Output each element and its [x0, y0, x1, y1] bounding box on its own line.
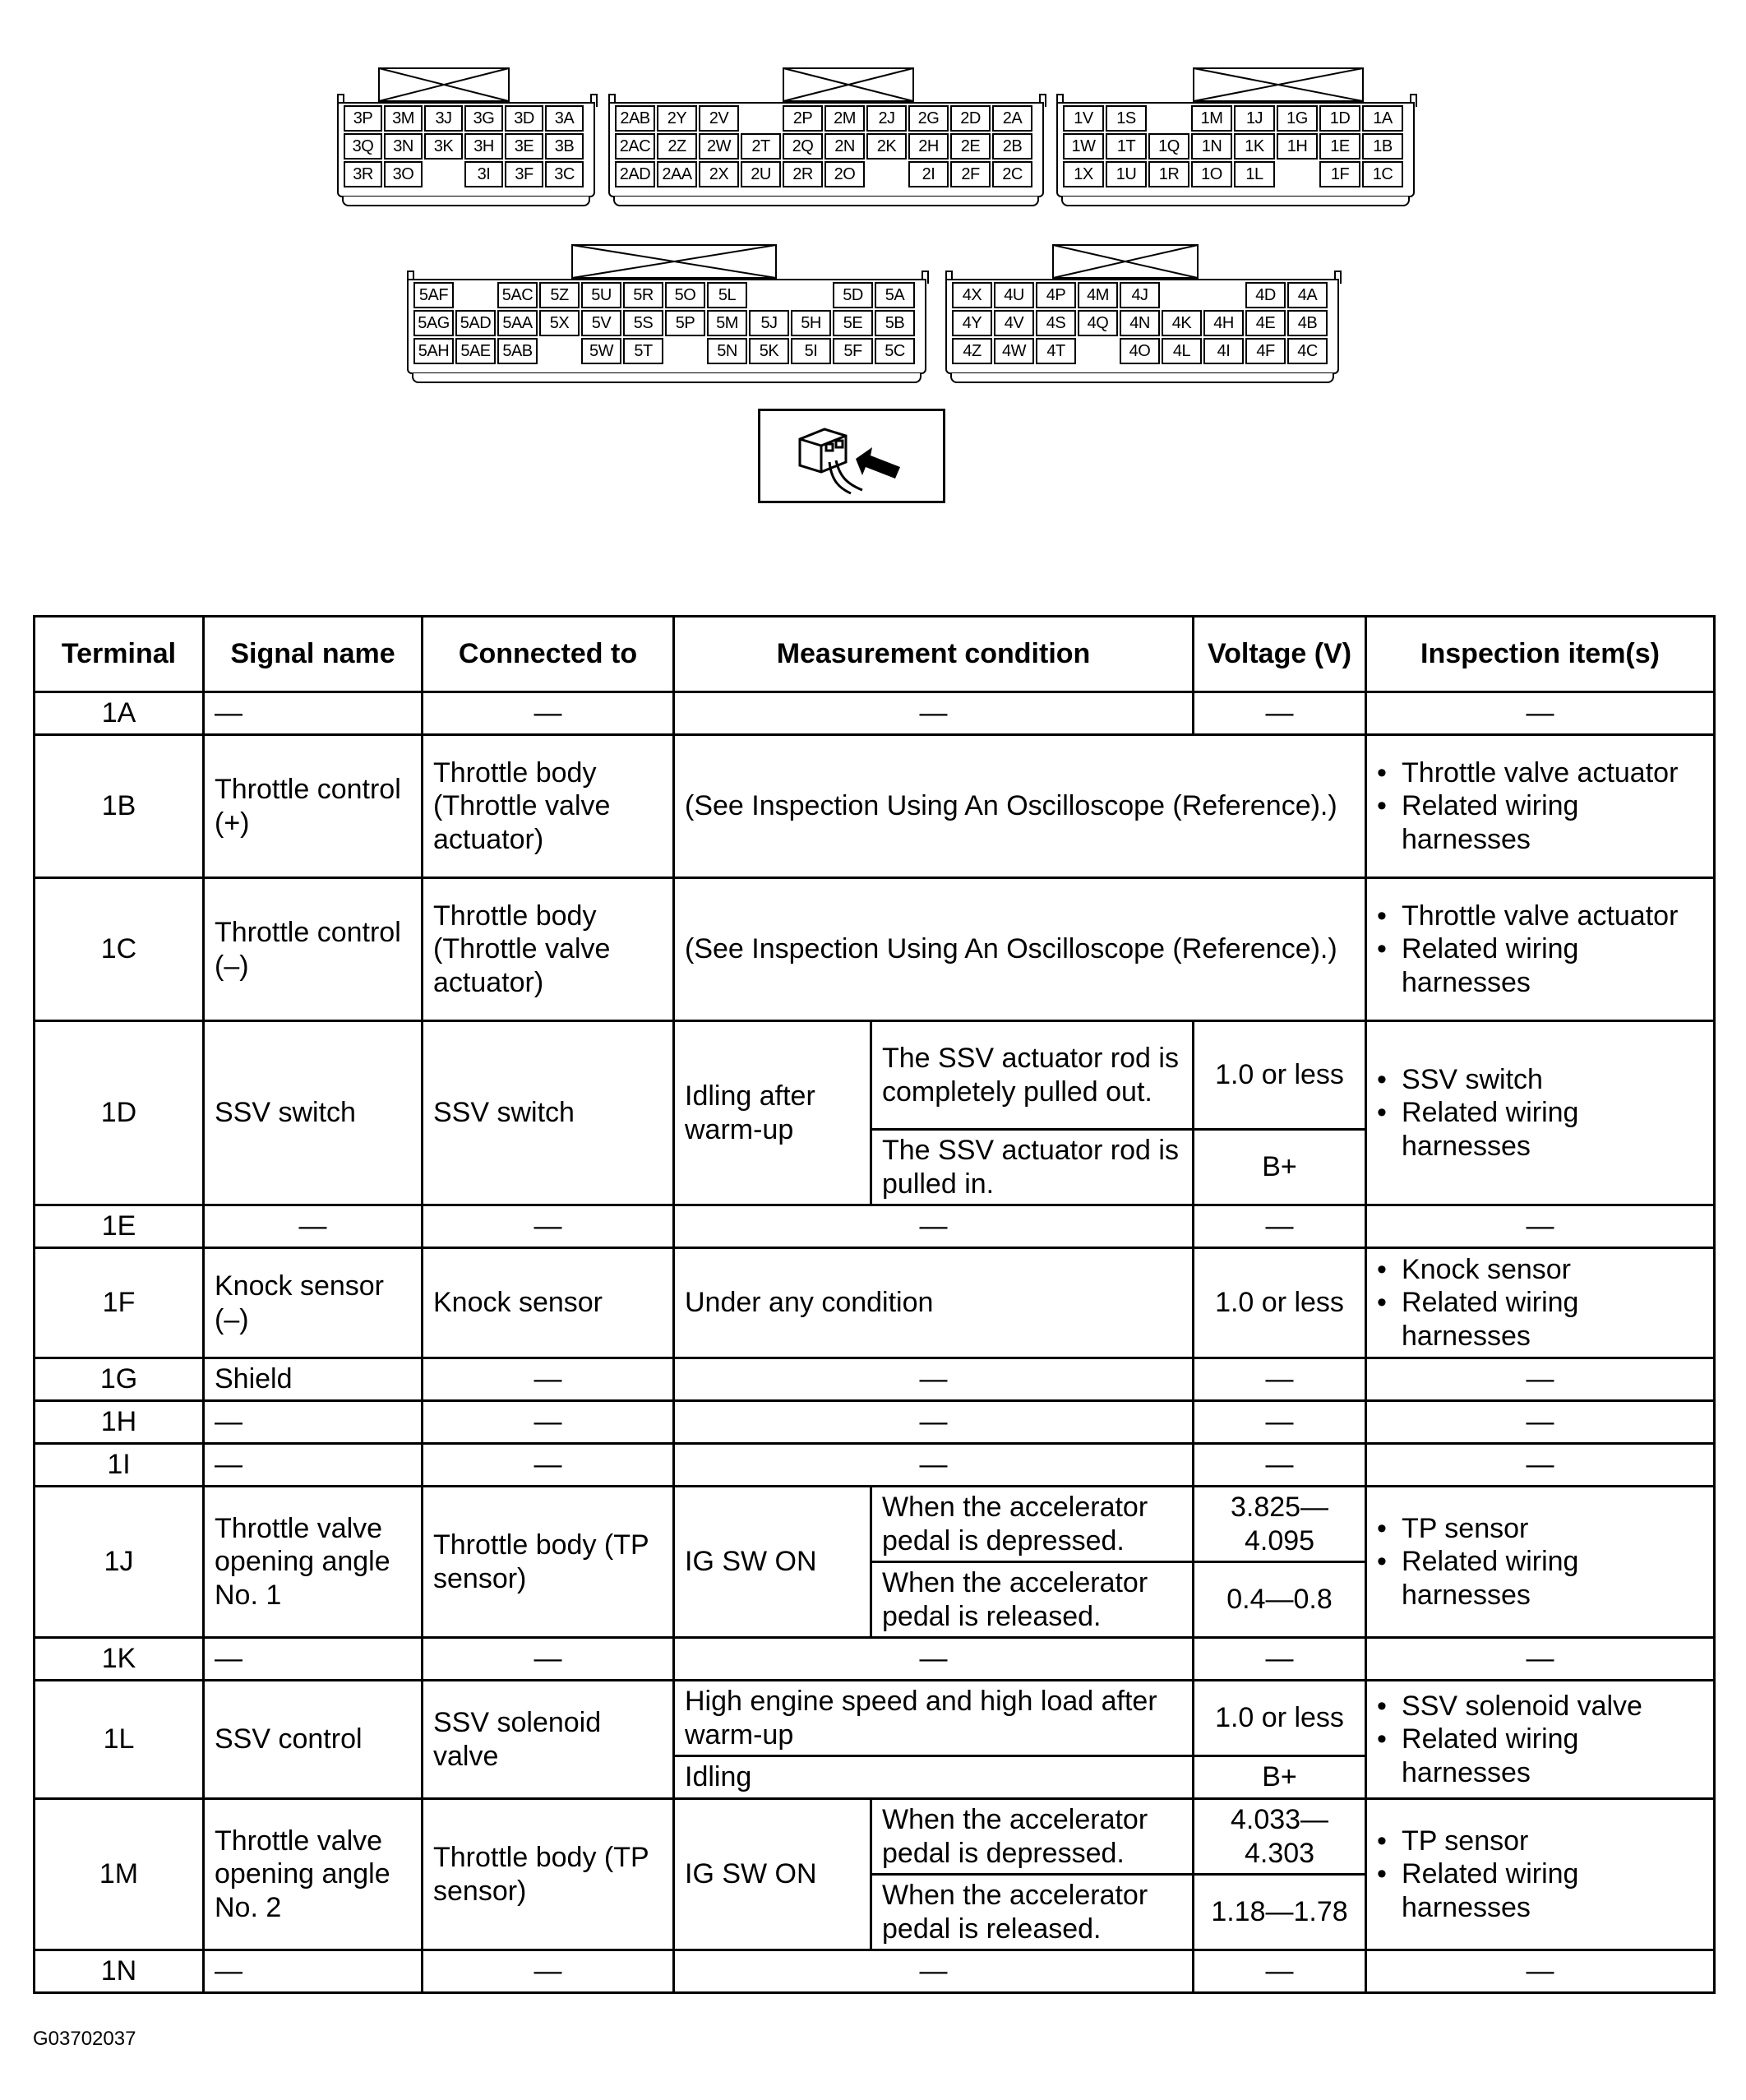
connected-cell: SSV solenoid valve: [423, 1681, 674, 1799]
connected-cell: Throttle body (TP sensor): [423, 1487, 674, 1638]
connector-pin: 3M: [384, 105, 423, 132]
inspection-cell: —: [1366, 1638, 1715, 1681]
connector-pin: 1L: [1234, 161, 1275, 187]
connector-pin: 5O: [665, 282, 705, 308]
inspection-item: • Related wiring harnesses: [1402, 1096, 1703, 1162]
connector-pin: 3C: [545, 161, 584, 187]
connector-pin: 3I: [464, 161, 503, 187]
subcondition-cell: When the accelerator pedal is depressed.: [871, 1799, 1194, 1875]
voltage-cell: B+: [1194, 1130, 1366, 1205]
terminal-table: [33, 615, 1716, 1994]
connector-pin: 5B: [875, 310, 915, 336]
signal-cell: Throttle valve opening angle No. 1: [204, 1487, 423, 1638]
connector-pin: 1R: [1148, 161, 1189, 187]
terminal-cell: 1K: [35, 1638, 204, 1681]
connector-pin: 5K: [749, 338, 789, 364]
table-row: [35, 1401, 1715, 1444]
connector-pin: 3K: [424, 133, 463, 160]
connector-pin: 1A: [1362, 105, 1403, 132]
signal-cell: SSV control: [204, 1681, 423, 1799]
signal-cell: —: [204, 1444, 423, 1487]
connector-pin: 1G: [1277, 105, 1318, 132]
connector-pin: 2F: [950, 161, 991, 187]
connector-pin: 4J: [1120, 282, 1160, 308]
connected-cell: —: [423, 1444, 674, 1487]
connector-pin: 3N: [384, 133, 423, 160]
connector-lip: [613, 196, 1039, 206]
table-row: [35, 1205, 1715, 1248]
connector-pin: 1C: [1362, 161, 1403, 187]
terminal-cell: 1M: [35, 1799, 204, 1950]
inspection-cell: —: [1366, 1950, 1715, 1993]
connector-pin: 4F: [1245, 338, 1286, 364]
connector-pin: 2M: [824, 105, 865, 132]
inspection-cell: [1366, 878, 1715, 1021]
connector-pin: 1T: [1106, 133, 1147, 160]
connector-lip: [412, 372, 922, 383]
terminal-cell: 1F: [35, 1248, 204, 1358]
header-inspection-items: Inspection item(s): [1366, 617, 1715, 692]
terminal-cell: 1J: [35, 1487, 204, 1638]
connected-cell: —: [423, 692, 674, 735]
connector-pin: 4V: [994, 310, 1034, 336]
inspection-item: • TP sensor: [1402, 1512, 1703, 1545]
connector-pin: 4X: [952, 282, 992, 308]
connected-cell: Knock sensor: [423, 1248, 674, 1358]
connector-pin: 2T: [741, 133, 781, 160]
condition-cell: —: [674, 1638, 1194, 1681]
table-row: [35, 1681, 1715, 1756]
connector-pin: 5R: [623, 282, 663, 308]
connector-pin: 5AC: [497, 282, 538, 308]
connector-pin: 5C: [875, 338, 915, 364]
connector-pin: 5S: [623, 310, 663, 336]
connector-pin: 3B: [545, 133, 584, 160]
inspection-cell: —: [1366, 692, 1715, 735]
inspection-cell: [1366, 1681, 1715, 1799]
subcondition-cell: When the accelerator pedal is released.: [871, 1875, 1194, 1950]
inspection-item: • Related wiring harnesses: [1402, 1723, 1703, 1788]
voltage-cell: —: [1194, 1950, 1366, 1993]
connector-pin: 3R: [344, 161, 382, 187]
header-connected-to: Connected to: [423, 617, 674, 692]
connector-pin: 3D: [505, 105, 543, 132]
connector-pin: 2Q: [783, 133, 823, 160]
connector-pin: 4L: [1162, 338, 1202, 364]
header-voltage: Voltage (V): [1194, 617, 1366, 692]
terminal-cell: 1G: [35, 1358, 204, 1401]
signal-cell: Throttle control (+): [204, 735, 423, 878]
terminal-cell: 1L: [35, 1681, 204, 1799]
inspection-item: • Throttle valve actuator: [1402, 900, 1703, 932]
signal-cell: SSV switch: [204, 1021, 423, 1205]
connector-pin: 3J: [424, 105, 463, 132]
voltage-cell: —: [1194, 692, 1366, 735]
connector-pin: 5D: [833, 282, 873, 308]
condition-cell: (See Inspection Using An Oscilloscope (Reference).): [674, 735, 1366, 878]
inspection-cell: [1366, 1487, 1715, 1638]
connector-pin: 2A: [992, 105, 1032, 132]
inspection-item: • SSV switch: [1402, 1063, 1703, 1096]
subcondition-cell: When the accelerator pedal is depressed.: [871, 1487, 1194, 1562]
table-row: [35, 1638, 1715, 1681]
header-terminal: Terminal: [35, 617, 204, 692]
connector-pin: 1F: [1319, 161, 1360, 187]
condition-cell: —: [674, 1205, 1194, 1248]
inspection-item: • SSV solenoid valve: [1402, 1690, 1703, 1723]
terminal-cell: 1H: [35, 1401, 204, 1444]
inspection-item: • Related wiring harnesses: [1402, 1857, 1703, 1923]
condition-cell: IG SW ON: [674, 1799, 871, 1950]
connector-pin: 1K: [1234, 133, 1275, 160]
connector-pin: 1V: [1063, 105, 1104, 132]
connector-pin: 1E: [1319, 133, 1360, 160]
connector-pin: 5AB: [497, 338, 538, 364]
table-row: [35, 1358, 1715, 1401]
connector-pin: 1U: [1106, 161, 1147, 187]
connector-pin: 4U: [994, 282, 1034, 308]
subcondition-cell: The SSV actuator rod is pulled in.: [871, 1130, 1194, 1205]
subcondition-cell: When the accelerator pedal is released.: [871, 1562, 1194, 1638]
connected-cell: —: [423, 1638, 674, 1681]
inspection-item: • Related wiring harnesses: [1402, 932, 1703, 998]
voltage-cell: 3.825—4.095: [1194, 1487, 1366, 1562]
voltage-cell: B+: [1194, 1756, 1366, 1799]
table-header-row: [35, 617, 1715, 692]
voltage-cell: —: [1194, 1444, 1366, 1487]
connector-pin: 4E: [1245, 310, 1286, 336]
connector-pin: 5F: [833, 338, 873, 364]
connector-pin: 5A: [875, 282, 915, 308]
connector-pin: 1D: [1319, 105, 1360, 132]
connector-pin: 3H: [464, 133, 503, 160]
inspection-item: • Throttle valve actuator: [1402, 756, 1703, 789]
condition-cell: —: [674, 1358, 1194, 1401]
inspection-cell: [1366, 1248, 1715, 1358]
connector-lip: [950, 372, 1334, 383]
connector-pin: 1H: [1277, 133, 1318, 160]
connector-pin: 5V: [581, 310, 621, 336]
connector-latch: [571, 244, 777, 279]
condition-cell: —: [674, 1444, 1194, 1487]
connector-pin: 3O: [384, 161, 423, 187]
condition-cell: Under any condition: [674, 1248, 1194, 1358]
header-measurement-condition: Measurement condition: [674, 617, 1194, 692]
voltage-cell: 0.4—0.8: [1194, 1562, 1366, 1638]
connector-pin: 2N: [824, 133, 865, 160]
connector-latch: [783, 67, 914, 102]
condition-cell: —: [674, 692, 1194, 735]
connected-cell: —: [423, 1358, 674, 1401]
connector-3: [337, 58, 592, 222]
connected-cell: Throttle body (Throttle valve actuator): [423, 878, 674, 1021]
condition-cell: Idling after warm-up: [674, 1021, 871, 1205]
inspection-cell: [1366, 1799, 1715, 1950]
subcondition-cell: The SSV actuator rod is completely pulled out.: [871, 1021, 1194, 1130]
voltage-cell: —: [1194, 1358, 1366, 1401]
connector-pin: 2AB: [615, 105, 655, 132]
connector-4: [945, 234, 1348, 399]
connector-pin: 4A: [1287, 282, 1328, 308]
connector-pin: 5M: [707, 310, 747, 336]
connector-pin: 3F: [505, 161, 543, 187]
connector-pin: 2V: [699, 105, 739, 132]
inspection-item: • Related wiring harnesses: [1402, 1286, 1703, 1352]
inspection-cell: [1366, 735, 1715, 878]
voltage-cell: —: [1194, 1638, 1366, 1681]
connected-cell: —: [423, 1401, 674, 1444]
connector-pin: 5AF: [413, 282, 454, 308]
connector-pin: 2G: [908, 105, 949, 132]
connector-pin: 2H: [908, 133, 949, 160]
table-row: [35, 692, 1715, 735]
condition-cell: (See Inspection Using An Oscilloscope (Reference).): [674, 878, 1366, 1021]
inspection-item: • Related wiring harnesses: [1402, 1545, 1703, 1611]
connector-pin: 3G: [464, 105, 503, 132]
connector-2: [608, 58, 1044, 222]
connector-pin: 5AH: [413, 338, 454, 364]
signal-cell: —: [204, 1205, 423, 1248]
connector-pin: 5E: [833, 310, 873, 336]
connector-pin: 4H: [1203, 310, 1244, 336]
connector-pin: 4B: [1287, 310, 1328, 336]
signal-cell: Throttle control (–): [204, 878, 423, 1021]
table-row: [35, 735, 1715, 878]
connector-latch: [1052, 244, 1199, 279]
signal-cell: —: [204, 1950, 423, 1993]
connector-pin: 2C: [992, 161, 1032, 187]
connector-pin: 5U: [581, 282, 621, 308]
connector-pin: 4Z: [952, 338, 992, 364]
connector-pin: 4M: [1078, 282, 1118, 308]
inspection-cell: —: [1366, 1444, 1715, 1487]
connector-pin: 1O: [1191, 161, 1232, 187]
inspection-item: • Knock sensor: [1402, 1253, 1703, 1286]
connector-pin: 4S: [1036, 310, 1076, 336]
table-row: [35, 878, 1715, 1021]
connector-5: [407, 234, 933, 399]
connector-pin: 1W: [1063, 133, 1104, 160]
connector-pin: 2R: [783, 161, 823, 187]
condition-cell: Idling: [674, 1756, 1194, 1799]
inspection-cell: —: [1366, 1401, 1715, 1444]
condition-cell: —: [674, 1401, 1194, 1444]
terminal-cell: 1A: [35, 692, 204, 735]
connector-pin: 2AA: [657, 161, 697, 187]
connector-pin: 3A: [545, 105, 584, 132]
table-row: [35, 1021, 1715, 1130]
connector-pin: 1S: [1106, 105, 1147, 132]
connector-pin: 4Q: [1078, 310, 1118, 336]
table-row: [35, 1444, 1715, 1487]
connector-pin: 2U: [741, 161, 781, 187]
signal-cell: —: [204, 1401, 423, 1444]
terminal-cell: 1I: [35, 1444, 204, 1487]
connector-pin: 5I: [791, 338, 831, 364]
terminal-cell: 1N: [35, 1950, 204, 1993]
connector-pin: 5P: [665, 310, 705, 336]
terminal-cell: 1E: [35, 1205, 204, 1248]
signal-cell: Shield: [204, 1358, 423, 1401]
connector-pin: 4D: [1245, 282, 1286, 308]
inspection-cell: [1366, 1021, 1715, 1205]
condition-cell: —: [674, 1950, 1194, 1993]
condition-cell: IG SW ON: [674, 1487, 871, 1638]
connector-pin: 5W: [581, 338, 621, 364]
voltage-cell: 1.0 or less: [1194, 1681, 1366, 1756]
connector-pin: 5Z: [539, 282, 580, 308]
connector-pin: 2D: [950, 105, 991, 132]
signal-cell: —: [204, 692, 423, 735]
inspection-cell: —: [1366, 1205, 1715, 1248]
signal-cell: Knock sensor (–): [204, 1248, 423, 1358]
connector-pin: 5T: [623, 338, 663, 364]
connector-lip: [1061, 196, 1410, 206]
connector-pin: 2W: [699, 133, 739, 160]
connector-pin: 3E: [505, 133, 543, 160]
connector-pin: 4O: [1120, 338, 1160, 364]
voltage-cell: 1.18—1.78: [1194, 1875, 1366, 1950]
connector-pin: 2E: [950, 133, 991, 160]
connected-cell: —: [423, 1950, 674, 1993]
connector-latch: [1193, 67, 1364, 102]
connector-pin: 2J: [866, 105, 907, 132]
table-row: [35, 1799, 1715, 1875]
signal-cell: Throttle valve opening angle No. 2: [204, 1799, 423, 1950]
inspection-item: • Related wiring harnesses: [1402, 789, 1703, 855]
voltage-cell: 1.0 or less: [1194, 1021, 1366, 1130]
connector-1: [1056, 58, 1418, 222]
connected-cell: SSV switch: [423, 1021, 674, 1205]
voltage-cell: 4.033—4.303: [1194, 1799, 1366, 1875]
connector-pin: 3Q: [344, 133, 382, 160]
connector-pin: 2Z: [657, 133, 697, 160]
connector-pin: 5X: [539, 310, 580, 336]
connector-pin: 2X: [699, 161, 739, 187]
connector-pin: 5N: [707, 338, 747, 364]
connector-pin: 2Y: [657, 105, 697, 132]
connector-pin: 2P: [783, 105, 823, 132]
connector-pin: 1J: [1234, 105, 1275, 132]
inspection-item: • TP sensor: [1402, 1825, 1703, 1857]
connector-pin: 5J: [749, 310, 789, 336]
connector-pin: 1B: [1362, 133, 1403, 160]
connector-pin: 5AE: [455, 338, 496, 364]
connector-pin: 5AA: [497, 310, 538, 336]
connector-pin: 4Y: [952, 310, 992, 336]
table-row: [35, 1248, 1715, 1358]
connected-cell: —: [423, 1205, 674, 1248]
header-signal-name: Signal name: [204, 617, 423, 692]
connector-pin: 2AD: [615, 161, 655, 187]
connector-pin: 5AG: [413, 310, 454, 336]
connector-pin: 1Q: [1148, 133, 1189, 160]
figure-id: G03702037: [33, 2028, 136, 2050]
voltage-cell: 1.0 or less: [1194, 1248, 1366, 1358]
connector-pin: 2O: [824, 161, 865, 187]
condition-cell: High engine speed and high load after warm-up: [674, 1681, 1194, 1756]
connector-lip: [342, 196, 590, 206]
connector-pin: 3P: [344, 105, 382, 132]
connector-latch: [378, 67, 510, 102]
table-row: [35, 1950, 1715, 1993]
terminal-cell: 1B: [35, 735, 204, 878]
connector-pin: 4N: [1120, 310, 1160, 336]
connector-pin: 2K: [866, 133, 907, 160]
connected-cell: Throttle body (TP sensor): [423, 1799, 674, 1950]
connector-pin: 4P: [1036, 282, 1076, 308]
connector-pin: 2B: [992, 133, 1032, 160]
connector-pin: 1X: [1063, 161, 1104, 187]
connector-pin: 4I: [1203, 338, 1244, 364]
voltage-cell: —: [1194, 1205, 1366, 1248]
signal-cell: —: [204, 1638, 423, 1681]
connector-pin: 4W: [994, 338, 1034, 364]
inspection-cell: —: [1366, 1358, 1715, 1401]
connector-pin: 5L: [707, 282, 747, 308]
terminal-cell: 1C: [35, 878, 204, 1021]
connector-pin: 1M: [1191, 105, 1232, 132]
terminal-cell: 1D: [35, 1021, 204, 1205]
connector-pin: 4C: [1287, 338, 1328, 364]
connector-pin: 4T: [1036, 338, 1076, 364]
connector-pin: 5AD: [455, 310, 496, 336]
connected-cell: Throttle body (Throttle valve actuator): [423, 735, 674, 878]
connector-pin: 4K: [1162, 310, 1202, 336]
connector-pin: 1N: [1191, 133, 1232, 160]
connector-probe-icon: [758, 409, 945, 503]
connector-pin: 2I: [908, 161, 949, 187]
connector-pin: 5H: [791, 310, 831, 336]
table-row: [35, 1487, 1715, 1562]
voltage-cell: —: [1194, 1401, 1366, 1444]
connector-pin: 2AC: [615, 133, 655, 160]
